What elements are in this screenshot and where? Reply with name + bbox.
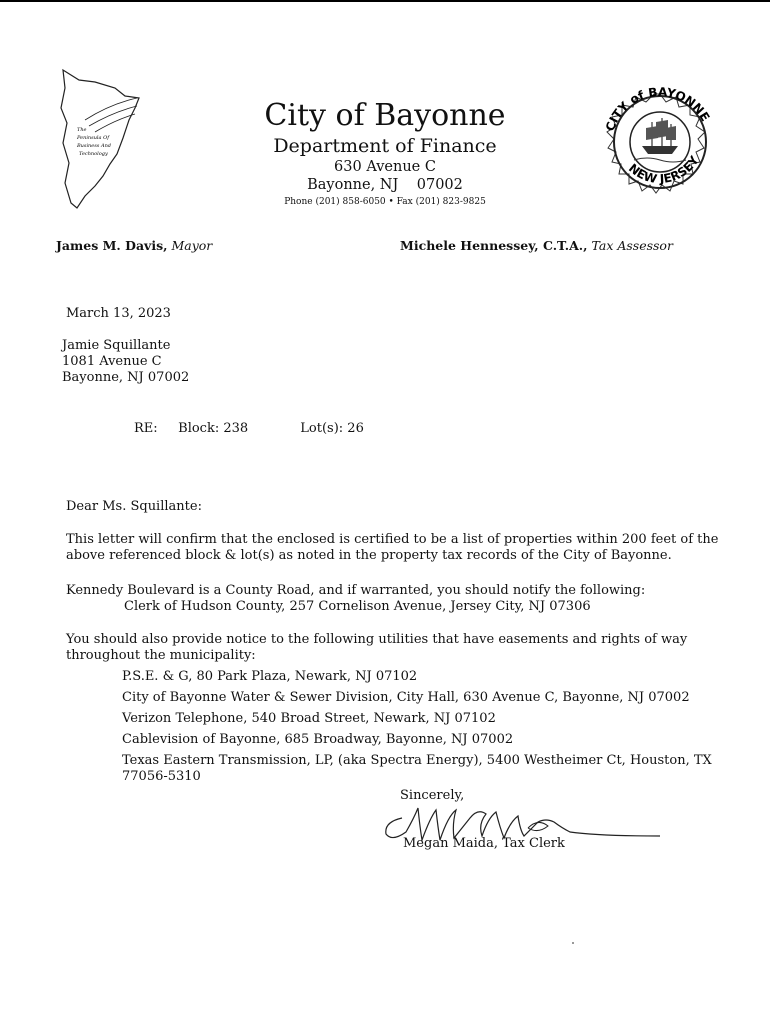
letterhead-city: City of Bayonne bbox=[264, 98, 506, 133]
letterhead bbox=[200, 98, 570, 208]
city-seal-icon bbox=[592, 82, 728, 202]
logo-text-line1: The bbox=[77, 127, 87, 133]
letterhead-department: Department of Finance bbox=[273, 135, 497, 157]
seal-top-text: CITY of BAYONNE bbox=[602, 84, 713, 134]
bayonne-map-logo-icon bbox=[55, 68, 145, 213]
re-block: Block: 238 bbox=[178, 421, 249, 436]
list-item: Texas Eastern Transmission, LP, (aka Spectra Energy), 5400 Westheimer Ct, Houston, TX 77056-5310 bbox=[122, 753, 712, 784]
letterhead-street: 630 Avenue C bbox=[334, 159, 436, 175]
letterhead-phone-fax: Phone (201) 858-6050 • Fax (201) 823-9825 bbox=[284, 197, 486, 207]
salutation: Dear Ms. Squillante: bbox=[66, 499, 202, 514]
paragraph-utilities: You should also provide notice to the following utilities that have easements and rights of way throughout the municipality: bbox=[66, 632, 688, 663]
recipient-name: Jamie Squillante bbox=[62, 338, 171, 353]
list-item: P.S.E. & G, 80 Park Plaza, Newark, NJ 07102 bbox=[122, 669, 418, 684]
utilities-list bbox=[122, 669, 722, 790]
assessor-line bbox=[400, 238, 673, 253]
letterhead-city-state-zip: Bayonne, NJ 07002 bbox=[307, 177, 463, 193]
assessor-title: Tax Assessor bbox=[591, 238, 673, 253]
logo-text-line4: Technology bbox=[79, 151, 108, 157]
page-top-border bbox=[0, 0, 770, 2]
mayor-line bbox=[56, 238, 212, 253]
logo-text-line3: Business And bbox=[77, 143, 111, 149]
signer-name: Megan Maida, Tax Clerk bbox=[403, 836, 565, 851]
closing: Sincerely, bbox=[400, 788, 465, 803]
recipient-address bbox=[62, 338, 189, 386]
logo-text-line2: Peninsula Of bbox=[77, 135, 110, 141]
paragraph-certification: This letter will confirm that the enclosed is certified to be a list of properties within 200 feet of the above referenced block & lot(s) as noted in the property tax records of the City of Bayonne. bbox=[66, 532, 719, 563]
letter-date: March 13, 2023 bbox=[66, 306, 171, 321]
list-item: Verizon Telephone, 540 Broad Street, Newark, NJ 07102 bbox=[122, 711, 496, 726]
re-lots: Lot(s): 26 bbox=[300, 421, 364, 436]
re-line bbox=[134, 421, 364, 437]
mayor-title: Mayor bbox=[171, 238, 213, 253]
county-clerk-address: Clerk of Hudson County, 257 Cornelison Avenue, Jersey City, NJ 07306 bbox=[124, 599, 591, 614]
list-item: City of Bayonne Water & Sewer Division, City Hall, 630 Avenue C, Bayonne, NJ 07002 bbox=[122, 690, 690, 705]
recipient-city: Bayonne, NJ 07002 bbox=[62, 370, 190, 385]
scan-speck bbox=[572, 942, 574, 944]
recipient-street: 1081 Avenue C bbox=[62, 354, 162, 369]
seal-bottom-text: NEW JERSEY bbox=[625, 153, 702, 187]
mayor-name: James M. Davis, bbox=[56, 238, 168, 253]
re-label: RE: bbox=[134, 421, 158, 436]
assessor-name: Michele Hennessey, C.T.A., bbox=[400, 238, 588, 253]
list-item: Cablevision of Bayonne, 685 Broadway, Bayonne, NJ 07002 bbox=[122, 732, 514, 747]
paragraph-county-road: Kennedy Boulevard is a County Road, and if warranted, you should notify the following: bbox=[66, 583, 646, 598]
